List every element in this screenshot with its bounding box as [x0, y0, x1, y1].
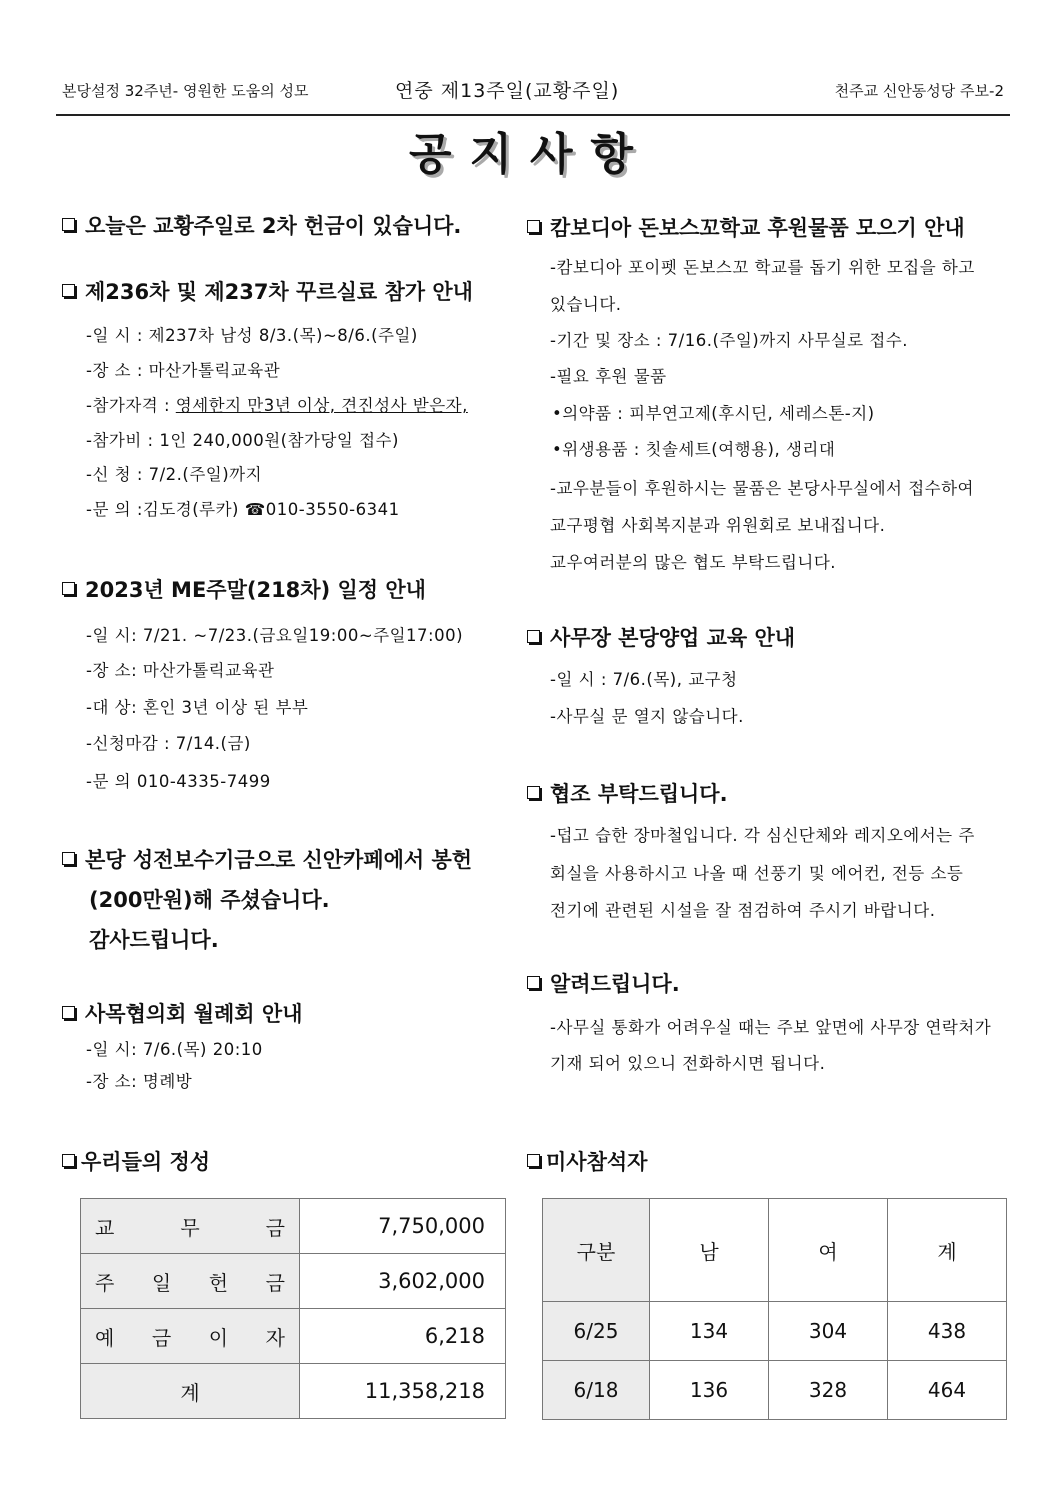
table-row — [81, 1254, 506, 1309]
label-char: 주 — [95, 1270, 115, 1295]
checkbox-bullet-icon — [62, 1006, 75, 1019]
label-char: 예 — [95, 1325, 115, 1350]
notice-heading-cooperation: 협조 부탁드립니다. — [527, 778, 728, 808]
attendance-table — [542, 1198, 1007, 1420]
offering-label — [81, 1254, 300, 1309]
council-date: -일 시: 7/6.(목) 20:10 — [86, 1040, 263, 1059]
cursillo-contact: -문 의 :김도경(루카) ☎010-3550-6341 — [86, 500, 400, 519]
label-char: 이 — [208, 1325, 229, 1350]
notice-heading-cafe: 본당 성전보수기금으로 신안카페에서 봉헌 — [62, 844, 472, 874]
column-header: 구분 — [543, 1199, 650, 1302]
table-cell: 6/25 — [543, 1302, 650, 1361]
me-date: -일 시: 7/21. ~7/23.(금요일19:00~주일17:00) — [86, 626, 464, 645]
header-left: 본당설정 32주년- 영원한 도움의 성모 — [62, 82, 309, 100]
me-deadline: -신청마감 : 7/14.(금) — [86, 734, 251, 753]
header-right: 천주교 신안동성당 주보-2 — [834, 82, 1004, 100]
cambodia-medicine: •의약품 : 피부연고제(후시딘, 세레스톤-지) — [552, 404, 875, 423]
me-place: -장 소: 마산가톨릭교육관 — [86, 661, 275, 680]
label-char: 일 — [151, 1270, 172, 1295]
cafe-line-3: 감사드립니다. — [89, 928, 219, 952]
label-char: 무 — [180, 1215, 200, 1240]
offering-total-label: 계 — [81, 1364, 300, 1419]
qualification-value: 영세한지 만3년 이상, 견진성사 받은자, — [175, 396, 468, 415]
offering-value: 7,750,000 — [300, 1199, 506, 1254]
checkbox-bullet-icon — [527, 630, 540, 643]
cafe-line-2: (200만원)해 주셨습니다. — [89, 888, 330, 912]
table-cell: 136 — [650, 1361, 769, 1420]
checkbox-bullet-icon — [62, 1154, 75, 1167]
cursillo-qualification — [86, 392, 468, 416]
cambodia-line-9: 교우여러분의 많은 협도 부탁드립니다. — [550, 553, 837, 572]
column-header: 계 — [888, 1199, 1007, 1302]
cambodia-period: -기간 및 장소 : 7/16.(주일)까지 사무실로 접수. — [550, 331, 908, 350]
checkbox-bullet-icon — [527, 1154, 540, 1167]
coop-line-2: 회실을 사용하시고 나올 때 선풍기 및 에어컨, 전등 소등 — [550, 864, 964, 883]
qualification-label: -참가자격 : — [86, 396, 176, 415]
offering-total-value: 11,358,218 — [300, 1364, 506, 1419]
me-target: -대 상: 혼인 3년 이상 된 부부 — [86, 698, 309, 717]
offering-heading: 우리들의 정성 — [62, 1146, 210, 1176]
label-char: 헌 — [208, 1270, 229, 1295]
cambodia-line-8: 교구평협 사회복지분과 위원회로 보내집니다. — [550, 516, 886, 535]
council-place: -장 소: 명례방 — [86, 1072, 193, 1091]
notice-heading-cambodia: 캄보디아 돈보스꼬학교 후원물품 모으기 안내 — [527, 212, 965, 242]
table-header-row — [543, 1199, 1007, 1302]
table-cell: 328 — [769, 1361, 888, 1420]
column-header: 남 — [650, 1199, 769, 1302]
table-cell: 464 — [888, 1361, 1007, 1420]
offering-value: 6,218 — [300, 1309, 506, 1364]
offering-value: 3,602,000 — [300, 1254, 506, 1309]
notice-heading-council: 사목협의회 월례회 안내 — [62, 998, 302, 1028]
me-contact: -문 의 010-4335-7499 — [86, 772, 271, 791]
table-cell: 304 — [769, 1302, 888, 1361]
header-rule — [56, 114, 1010, 116]
cambodia-line-2: 있습니다. — [550, 295, 622, 314]
table-row — [81, 1364, 506, 1419]
table-cell: 438 — [888, 1302, 1007, 1361]
checkbox-bullet-icon — [62, 852, 75, 865]
table-row — [543, 1361, 1007, 1420]
checkbox-bullet-icon — [527, 976, 540, 989]
office-closed: -사무실 문 열지 않습니다. — [550, 707, 744, 726]
label-char: 금 — [265, 1270, 285, 1295]
checkbox-bullet-icon — [527, 220, 540, 233]
table-row — [81, 1309, 506, 1364]
cursillo-place: -장 소 : 마산가톨릭교육관 — [86, 361, 281, 380]
notice-heading-pope-sunday: 오늘은 교황주일로 2차 헌금이 있습니다. — [62, 210, 461, 240]
cambodia-needs: -필요 후원 물품 — [550, 367, 667, 386]
table-cell: 134 — [650, 1302, 769, 1361]
checkbox-bullet-icon — [62, 218, 75, 231]
label-char: 금 — [265, 1215, 285, 1240]
cursillo-date: -일 시 : 제237차 남성 8/3.(목)~8/6.(주일) — [86, 326, 418, 345]
offering-label — [81, 1309, 300, 1364]
coop-line-3: 전기에 관련된 시설을 잘 점검하여 주시기 바랍니다. — [550, 901, 936, 920]
label-char: 금 — [151, 1325, 172, 1350]
page-title: 공지사항 — [408, 129, 651, 180]
notice-heading-cursillo: 제236차 및 제237차 꾸르실료 참가 안내 — [62, 276, 473, 306]
offering-label — [81, 1199, 300, 1254]
cursillo-fee: -참가비 : 1인 240,000원(참가당일 접수) — [86, 431, 399, 450]
label-char: 교 — [95, 1215, 115, 1240]
cursillo-apply: -신 청 : 7/2.(주일)까지 — [86, 465, 263, 484]
table-row — [543, 1302, 1007, 1361]
notice-heading-office-training: 사무장 본당양업 교육 안내 — [527, 622, 795, 652]
cambodia-line-1: -캄보디아 포이펫 돈보스꼬 학교를 돕기 위한 모집을 하고 — [550, 258, 975, 277]
checkbox-bullet-icon — [62, 284, 75, 297]
checkbox-bullet-icon — [527, 786, 540, 799]
announcement-line-1: -사무실 통화가 어려우실 때는 주보 앞면에 사무장 연락처가 — [550, 1018, 992, 1037]
table-row — [81, 1199, 506, 1254]
offering-table — [80, 1198, 506, 1419]
table-cell: 6/18 — [543, 1361, 650, 1420]
checkbox-bullet-icon — [62, 582, 75, 595]
column-header: 여 — [769, 1199, 888, 1302]
coop-line-1: -덥고 습한 장마철입니다. 각 심신단체와 레지오에서는 주 — [550, 826, 975, 845]
notice-heading-me: 2023년 ME주말(218차) 일정 안내 — [62, 574, 426, 604]
cambodia-line-7: -교우분들이 후원하시는 물품은 본당사무실에서 접수하여 — [550, 479, 974, 498]
notice-heading-announcement: 알려드립니다. — [527, 968, 680, 998]
office-date: -일 시 : 7/6.(목), 교구청 — [550, 670, 738, 689]
announcement-line-2: 기재 되어 있으니 전화하시면 됩니다. — [550, 1054, 826, 1073]
attendance-heading: 미사참석자 — [527, 1146, 647, 1176]
header-center: 연중 제13주일(교황주일) — [395, 80, 620, 102]
label-char: 자 — [265, 1325, 285, 1350]
cambodia-hygiene: •위생용품 : 칫솔세트(여행용), 생리대 — [552, 440, 836, 459]
